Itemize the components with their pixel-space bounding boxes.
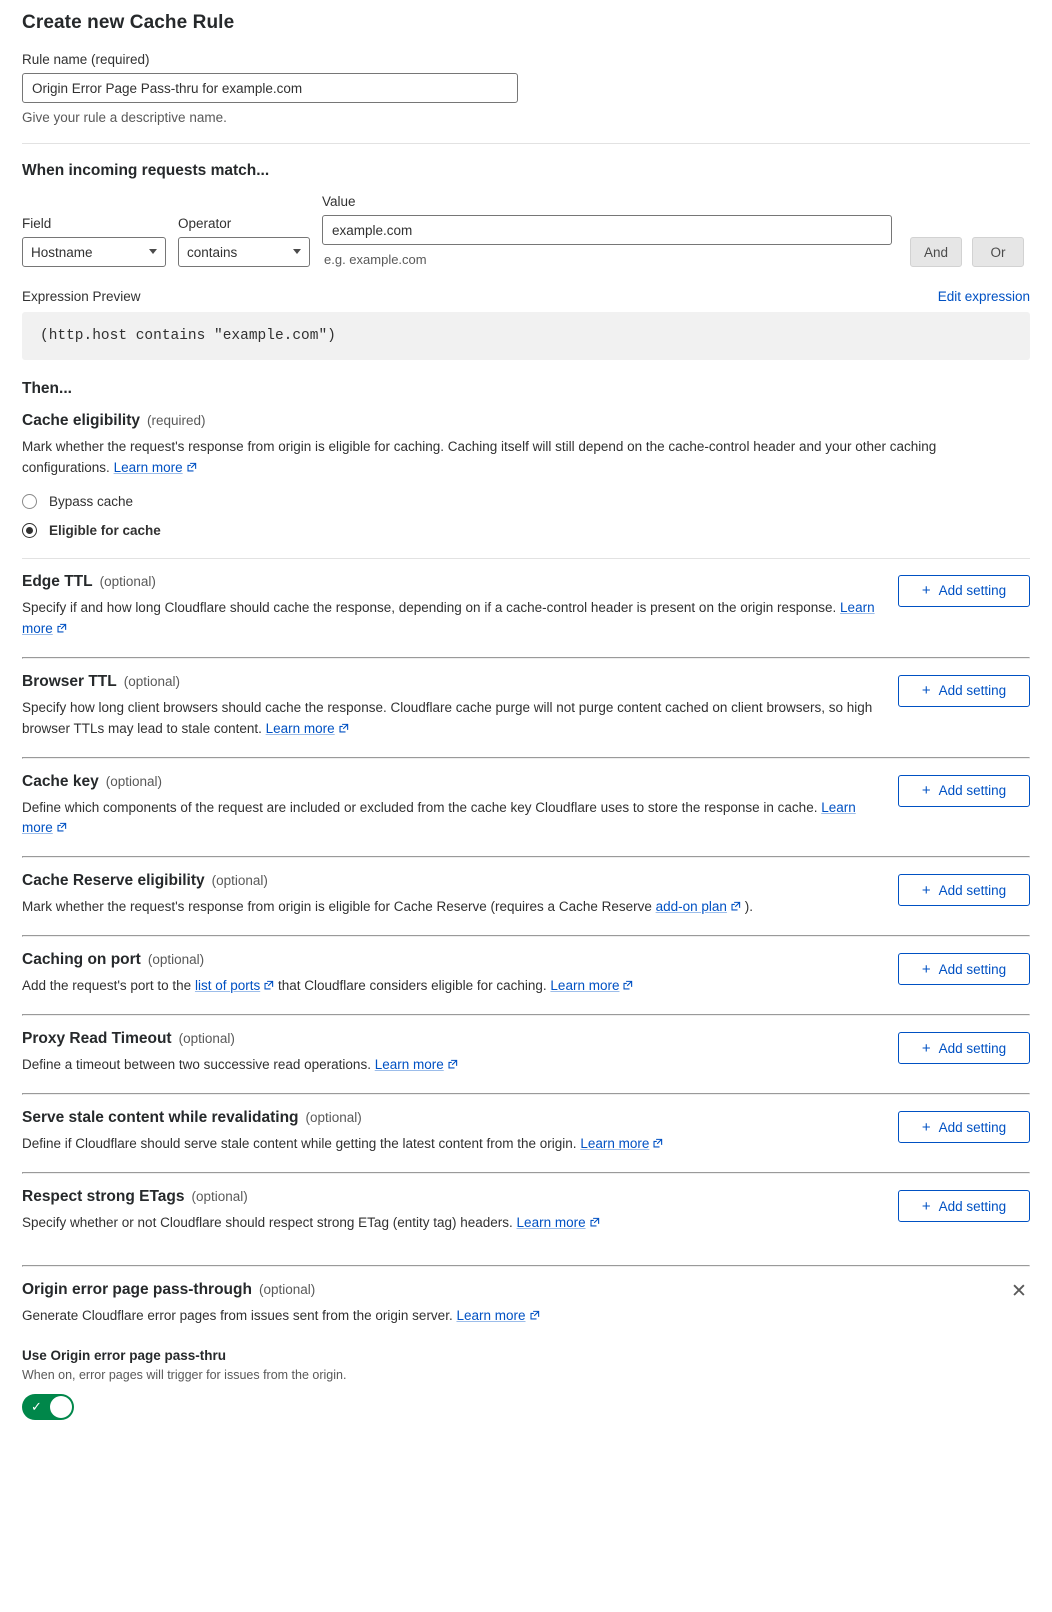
setting-respect-strong-etags	[22, 1174, 1030, 1251]
setting-desc	[22, 1306, 986, 1328]
match-row	[22, 194, 1030, 267]
cache-eligibility-required: (required)	[147, 413, 206, 428]
setting-browser-ttl	[22, 659, 1030, 757]
learn-more-link[interactable]: Learn more	[516, 1215, 586, 1231]
setting-desc-text: Define if Cloudflare should serve stale content while getting the latest content from the origin.	[22, 1136, 577, 1152]
setting-desc-middle: that Cloudflare considers eligible for caching.	[278, 978, 547, 994]
setting-cache-reserve-eligibility	[22, 858, 1030, 935]
plus-icon: +	[921, 1118, 931, 1136]
field-label: Field	[22, 216, 52, 231]
add-setting-label: Add setting	[938, 583, 1007, 599]
add-setting-button[interactable]	[898, 1111, 1030, 1143]
setting-optional: (optional)	[305, 1110, 362, 1126]
toggle-description: When on, error pages will trigger for issues from the origin.	[22, 1367, 347, 1382]
value-label: Value	[322, 194, 356, 209]
add-setting-button[interactable]	[898, 874, 1030, 906]
radio-row-bypass-cache[interactable]	[22, 494, 1030, 509]
rule-name-input[interactable]	[22, 73, 518, 103]
value-column	[322, 194, 892, 267]
setting-desc-text: Specify whether or not Cloudflare should respect strong ETag (entity tag) headers.	[22, 1215, 513, 1231]
setting-desc	[22, 598, 876, 641]
value-input[interactable]	[322, 215, 892, 245]
setting-title: Serve stale content while revalidating	[22, 1109, 299, 1127]
setting-desc-text: Generate Cloudflare error pages from issues sent from the origin server.	[22, 1307, 453, 1323]
learn-more-link[interactable]: Learn more	[456, 1307, 526, 1323]
cache-eligibility-desc	[22, 437, 1022, 480]
expression-preview-box: (http.host contains "example.com")	[22, 312, 1030, 360]
add-setting-button[interactable]	[898, 575, 1030, 607]
radio-row-eligible-for-cache[interactable]	[22, 523, 1030, 538]
add-setting-label: Add setting	[938, 783, 1007, 799]
list-of-ports-link[interactable]: list of ports	[194, 978, 261, 994]
setting-optional: (optional)	[147, 952, 205, 968]
setting-optional: (optional)	[105, 773, 162, 789]
add-setting-button[interactable]	[898, 675, 1030, 707]
operator-label: Operator	[178, 216, 232, 231]
add-on-plan-link[interactable]: add-on plan	[655, 899, 727, 915]
learn-more-link[interactable]: Learn more	[374, 1057, 444, 1073]
plus-icon: +	[921, 1039, 931, 1057]
setting-cache-key	[22, 759, 1030, 857]
external-link-icon	[622, 977, 633, 998]
setting-title: Cache key	[22, 772, 99, 790]
learn-more-link[interactable]: Learn more	[113, 459, 183, 475]
setting-optional: (optional)	[123, 673, 181, 689]
add-setting-label: Add setting	[938, 961, 1007, 977]
learn-more-link[interactable]: Learn more	[265, 720, 335, 736]
close-icon[interactable]: ✕	[1008, 1281, 1030, 1303]
setting-optional: (optional)	[178, 1031, 235, 1047]
setting-desc-suffix: ).	[744, 899, 753, 915]
add-setting-label: Add setting	[938, 1119, 1007, 1135]
operator-select[interactable]	[178, 237, 310, 267]
learn-more-link[interactable]: Learn more	[22, 799, 856, 836]
learn-more-link[interactable]: Learn more	[22, 599, 875, 636]
cache-eligibility-title: Cache eligibility	[22, 412, 141, 429]
setting-serve-stale-content	[22, 1095, 1030, 1172]
edit-expression-link[interactable]: Edit expression	[937, 289, 1030, 304]
setting-title: Cache Reserve eligibility	[22, 872, 205, 890]
setting-desc	[22, 798, 876, 841]
learn-more-link[interactable]: Learn more	[580, 1136, 650, 1152]
plus-icon: +	[921, 960, 931, 978]
check-icon: ✓	[31, 1398, 42, 1414]
setting-desc	[22, 1055, 876, 1077]
plus-icon: +	[921, 782, 931, 800]
radio-label-bypass-cache: Bypass cache	[49, 493, 134, 509]
cache-eligibility-section	[22, 398, 1030, 554]
add-setting-label: Add setting	[938, 882, 1007, 898]
logic-buttons	[910, 237, 1024, 267]
learn-more-link[interactable]: Learn more	[550, 978, 620, 994]
setting-desc-prefix: Mark whether the request's response from origin is eligible for Cache Reserve (requires a Cache Reserve	[22, 899, 652, 915]
rule-name-helper: Give your rule a descriptive name.	[22, 110, 227, 125]
setting-desc-text: Define a timeout between two successive read operations.	[22, 1057, 371, 1073]
external-link-icon	[56, 819, 67, 840]
cache-eligibility-desc-text: Mark whether the request's response from origin is eligible for caching. Caching itself will still depend on the cache-control header and your other caching configurations.	[22, 439, 937, 475]
setting-optional: (optional)	[211, 873, 268, 889]
setting-title: Origin error page pass-through	[22, 1280, 252, 1298]
external-link-icon	[529, 1307, 540, 1328]
toggle-knob	[50, 1396, 72, 1418]
setting-title: Browser TTL	[22, 672, 117, 690]
plus-icon: +	[921, 682, 931, 700]
field-column	[22, 216, 166, 267]
add-setting-label: Add setting	[938, 1198, 1007, 1214]
setting-title: Edge TTL	[22, 572, 93, 590]
radio-label-eligible-for-cache: Eligible for cache	[49, 522, 161, 538]
setting-optional: (optional)	[191, 1189, 248, 1205]
setting-desc	[22, 1213, 876, 1235]
setting-title: Caching on port	[22, 951, 141, 969]
setting-desc	[22, 1134, 876, 1156]
or-button[interactable]: Or	[972, 237, 1024, 267]
external-link-icon	[447, 1056, 458, 1077]
origin-error-page-toggle[interactable]	[22, 1394, 74, 1420]
setting-optional: (optional)	[99, 573, 156, 589]
add-setting-label: Add setting	[938, 1040, 1007, 1056]
external-link-icon	[652, 1135, 663, 1156]
setting-desc-text: Specify how long client browsers should cache the response. Cloudflare cache purge will not purge content cached on client browsers, so high browser TTLs may lead to stale content.	[22, 699, 873, 736]
and-button[interactable]: And	[910, 237, 962, 267]
add-setting-button[interactable]	[898, 775, 1030, 807]
then-heading: Then...	[22, 380, 72, 397]
external-link-icon	[338, 720, 349, 741]
radio-bypass-cache[interactable]	[22, 494, 37, 509]
rule-name-section	[22, 52, 1030, 125]
external-link-icon	[589, 1214, 600, 1235]
setting-title: Respect strong ETags	[22, 1188, 185, 1206]
radio-eligible-for-cache[interactable]	[22, 523, 37, 538]
divider-1	[22, 143, 1030, 144]
setting-desc-prefix: Add the request's port to the	[22, 978, 192, 994]
external-link-icon	[56, 620, 67, 641]
setting-title: Proxy Read Timeout	[22, 1030, 172, 1048]
external-link-icon	[263, 977, 274, 998]
setting-proxy-read-timeout	[22, 1016, 1030, 1093]
setting-desc	[22, 897, 876, 919]
setting-origin-error-page-pass-through	[22, 1267, 1030, 1436]
field-select[interactable]	[22, 237, 166, 267]
setting-desc-text: Define which components of the request are included or excluded from the cache key Cloudflare uses to store the response in cache.	[22, 799, 818, 815]
external-link-icon	[186, 459, 197, 480]
operator-column	[178, 216, 310, 267]
setting-caching-on-port	[22, 937, 1030, 1014]
external-link-icon	[730, 898, 741, 919]
page-title: Create new Cache Rule	[22, 12, 235, 33]
setting-desc-text: Specify if and how long Cloudflare should cache the response, depending on if a cache-control header is present on the origin response.	[22, 599, 837, 615]
expression-header	[22, 289, 1030, 304]
rule-name-label: Rule name (required)	[22, 52, 150, 67]
add-setting-button[interactable]	[898, 1190, 1030, 1222]
setting-desc	[22, 976, 876, 998]
setting-edge-ttl	[22, 559, 1030, 657]
add-setting-label: Add setting	[938, 683, 1007, 699]
setting-optional: (optional)	[258, 1281, 316, 1297]
setting-desc	[22, 698, 876, 741]
match-heading: When incoming requests match...	[22, 162, 270, 179]
toggle-label: Use Origin error page pass-thru	[22, 1347, 227, 1363]
add-setting-button[interactable]	[898, 1032, 1030, 1064]
plus-icon: +	[921, 881, 931, 899]
add-setting-button[interactable]	[898, 953, 1030, 985]
expression-preview-label: Expression Preview	[22, 289, 141, 304]
plus-icon: +	[921, 1197, 931, 1215]
value-hint: e.g. example.com	[324, 252, 427, 267]
plus-icon: +	[921, 582, 931, 600]
